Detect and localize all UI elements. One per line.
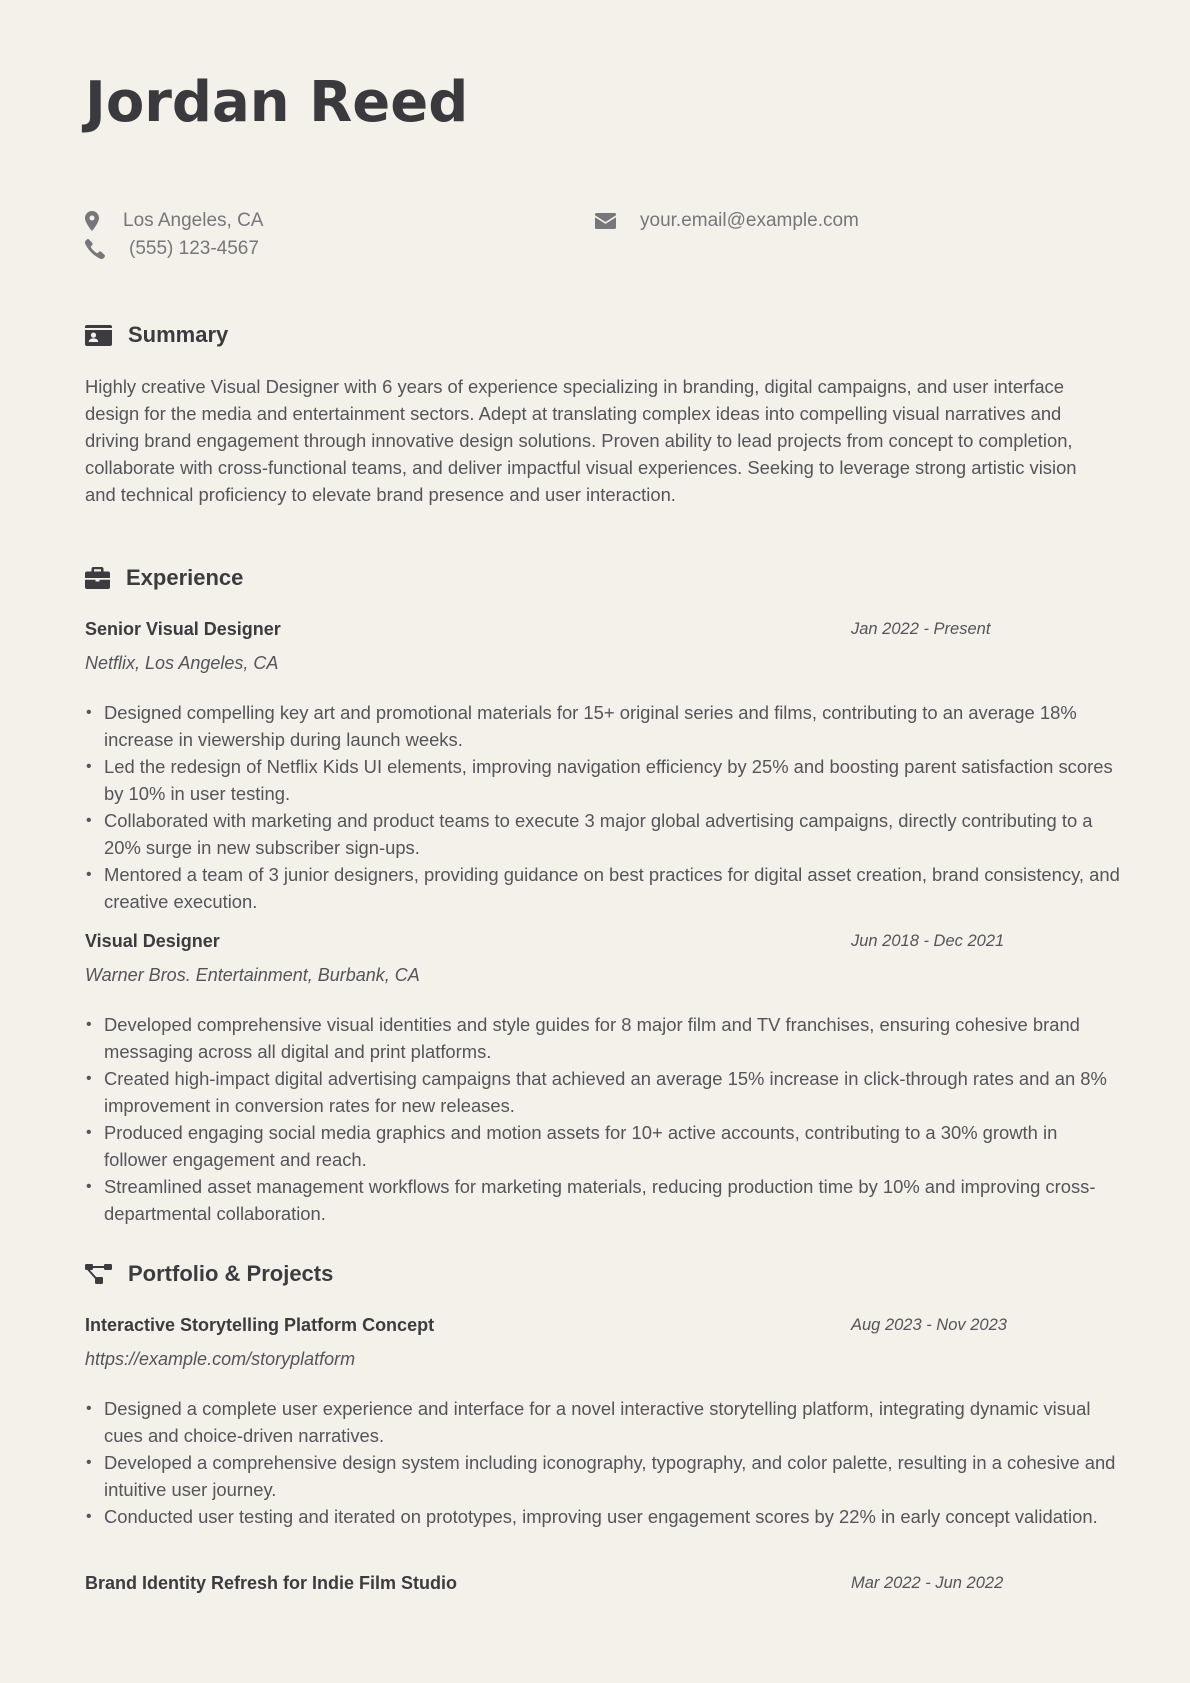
project-title: Interactive Storytelling Platform Concept bbox=[85, 1315, 435, 1335]
bullet-item: • Led the redesign of Netflix Kids UI elements, improving navigation efficiency by 25% and boosting parent satisfaction scores by 10% in user testing. bbox=[104, 753, 1124, 807]
experience-title: Experience bbox=[126, 565, 244, 590]
bullet-item: • Streamlined asset management workflows for marketing materials, reducing production time by 10% and improving cross-departmental collaboration. bbox=[104, 1173, 1124, 1227]
bullet-item: • Created high-impact digital advertising campaigns that achieved an average 15% increase in click-through rates and an 8% improvement in conversion rates for new releases. bbox=[104, 1065, 1124, 1119]
project-title: Brand Identity Refresh for Indie Film Studio bbox=[85, 1573, 458, 1593]
experience-heading bbox=[85, 565, 243, 591]
summary-title: Summary bbox=[128, 322, 229, 347]
job-bullets bbox=[85, 699, 1124, 915]
contact-phone bbox=[85, 238, 259, 260]
job-dates: Jun 2018 - Dec 2021 bbox=[851, 932, 1005, 950]
project-link[interactable]: https://example.com/storyplatform bbox=[85, 1349, 356, 1369]
job-dates: Jan 2022 - Present bbox=[851, 620, 991, 638]
bullet-item: • Mentored a team of 3 junior designers, providing guidance on best practices for digital asset creation, brand consistency, and creative execution. bbox=[104, 861, 1124, 915]
projects-heading bbox=[85, 1261, 333, 1287]
email-link[interactable]: your.email@example.com bbox=[640, 210, 859, 231]
bullet-item: • Produced engaging social media graphics and motion assets for 10+ active accounts, contributing to a 30% growth in follower engagement and reach. bbox=[104, 1119, 1124, 1173]
bullet-item: • Developed a comprehensive design system including iconography, typography, and color palette, resulting in a cohesive and intuitive user journey. bbox=[104, 1449, 1124, 1503]
summary-heading bbox=[85, 322, 228, 348]
map-marker-icon bbox=[85, 211, 99, 231]
project-bullets bbox=[85, 1395, 1124, 1530]
job-bullets bbox=[85, 1011, 1124, 1227]
location-text: Los Angeles, CA bbox=[123, 210, 264, 231]
projects-title: Portfolio & Projects bbox=[128, 1261, 334, 1286]
project-diagram-icon bbox=[85, 1263, 112, 1285]
job-title: Senior Visual Designer bbox=[85, 619, 281, 639]
bullet-item: • Designed compelling key art and promotional materials for 15+ original series and films, contributing to an average 18% increase in viewership during launch weeks. bbox=[104, 699, 1124, 753]
envelope-icon bbox=[595, 213, 616, 229]
bullet-item: • Collaborated with marketing and product teams to execute 3 major global advertising campaigns, directly contributing to a 20% surge in new subscriber sign-ups. bbox=[104, 807, 1124, 861]
phone-icon bbox=[85, 239, 105, 259]
contact-email bbox=[595, 210, 859, 232]
job-company: Warner Bros. Entertainment, Burbank, CA bbox=[85, 965, 420, 985]
job-title: Visual Designer bbox=[85, 931, 220, 951]
project-dates: Aug 2023 - Nov 2023 bbox=[851, 1316, 1007, 1334]
bullet-item: • Conducted user testing and iterated on prototypes, improving user engagement scores by 22% in early concept validation. bbox=[104, 1503, 1124, 1530]
bullet-item: • Developed comprehensive visual identities and style guides for 8 major film and TV franchises, ensuring cohesive brand messaging across all digital and print platforms. bbox=[104, 1011, 1124, 1065]
id-card-icon bbox=[85, 325, 112, 346]
summary-text: Highly creative Visual Designer with 6 years of experience specializing in branding, digital campaigns, and user interface design for the media and entertainment sectors. Adept at translating complex ideas into compelling visual narratives and driving brand engagement through innovative design solutions. Proven ability to lead projects from concept to completion, collaborate with cross-functional teams, and deliver impactful visual experiences. Seeking to leverage strong artistic vision and technical proficiency to elevate brand presence and user interaction. bbox=[85, 376, 1077, 505]
project-dates: Mar 2022 - Jun 2022 bbox=[851, 1574, 1004, 1592]
bullet-item: • Designed a complete user experience and interface for a novel interactive storytelling platform, integrating dynamic visual cues and choice-driven narratives. bbox=[104, 1395, 1124, 1449]
phone-text: (555) 123-4567 bbox=[129, 238, 259, 259]
contact-location bbox=[85, 210, 263, 232]
briefcase-icon bbox=[85, 567, 110, 589]
candidate-name: Jordan Reed bbox=[85, 70, 469, 135]
job-company: Netflix, Los Angeles, CA bbox=[85, 653, 279, 673]
